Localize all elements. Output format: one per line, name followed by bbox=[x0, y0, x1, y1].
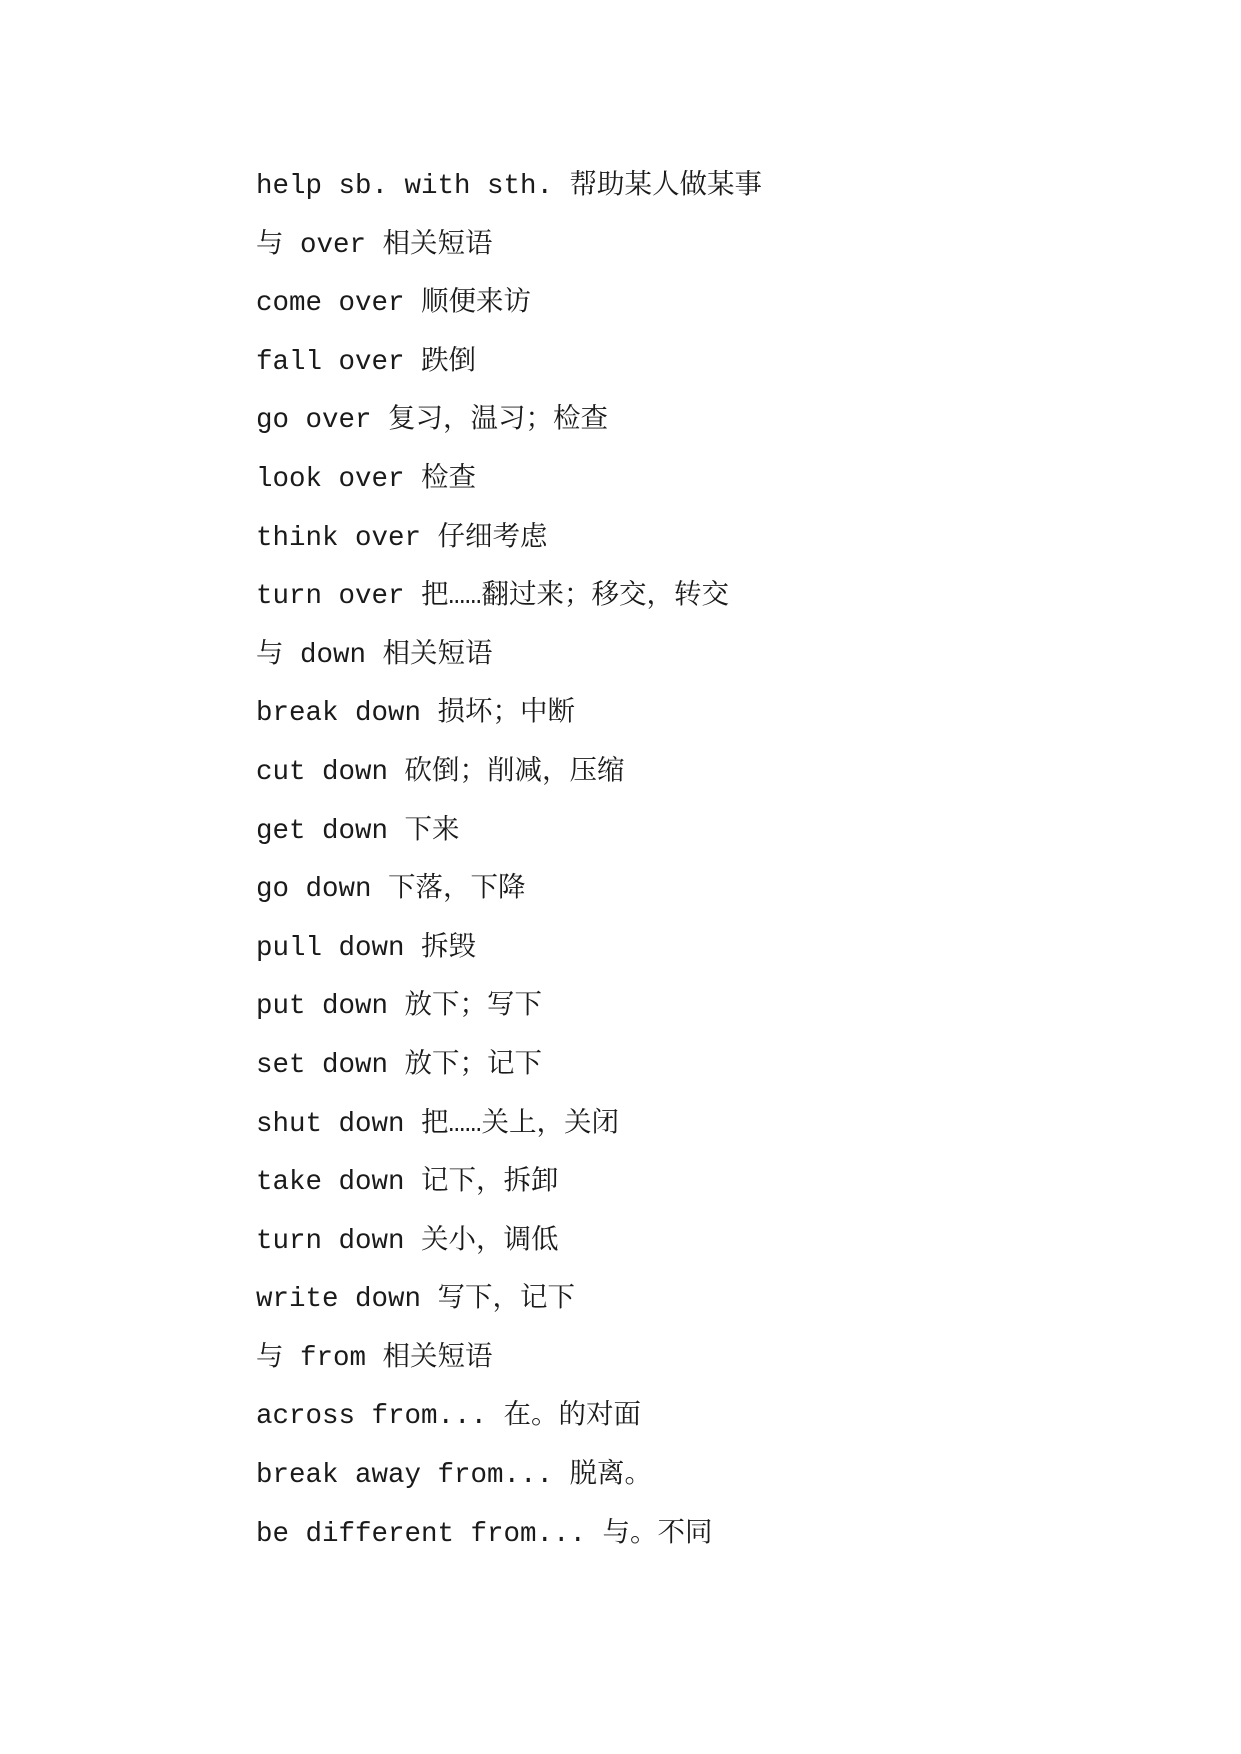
phrase-line: cut down 砍倒；削减，压缩 bbox=[256, 756, 625, 788]
section-heading-over: 与 over 相关短语 bbox=[256, 229, 493, 261]
phrase-line: look over 检查 bbox=[256, 463, 477, 495]
phrase-line: go down 下落，下降 bbox=[256, 874, 526, 906]
phrase-line: set down 放下；记下 bbox=[256, 1049, 543, 1081]
phrase-line: break away from... 脱离。 bbox=[256, 1460, 653, 1492]
phrase-line: pull down 拆毁 bbox=[256, 932, 477, 964]
phrase-line: go over 复习，温习；检查 bbox=[256, 405, 609, 437]
phrase-line: take down 记下，拆卸 bbox=[256, 1167, 559, 1199]
section-heading-from: 与 from 相关短语 bbox=[256, 1342, 493, 1374]
phrase-line: fall over 跌倒 bbox=[256, 346, 477, 378]
phrase-line: break down 损坏；中断 bbox=[256, 698, 576, 730]
phrase-line: think over 仔细考虑 bbox=[256, 522, 548, 554]
phrase-line: across from... 在。的对面 bbox=[256, 1401, 642, 1433]
phrase-line: help sb. with sth. 帮助某人做某事 bbox=[256, 171, 763, 202]
phrase-line: shut down 把……关上，关闭 bbox=[256, 1108, 620, 1140]
phrase-line: write down 写下，记下 bbox=[256, 1284, 576, 1316]
section-heading-down: 与 down 相关短语 bbox=[256, 639, 493, 671]
phrase-line: put down 放下；写下 bbox=[256, 991, 543, 1023]
phrase-line: come over 顺便来访 bbox=[256, 288, 532, 320]
phrase-line: be different from... 与。不同 bbox=[256, 1518, 713, 1550]
phrase-line: turn down 关小，调低 bbox=[256, 1225, 559, 1257]
phrase-list bbox=[256, 158, 1156, 1564]
phrase-line: get down 下来 bbox=[256, 815, 460, 847]
phrase-line: turn over 把……翻过来；移交，转交 bbox=[256, 581, 730, 613]
